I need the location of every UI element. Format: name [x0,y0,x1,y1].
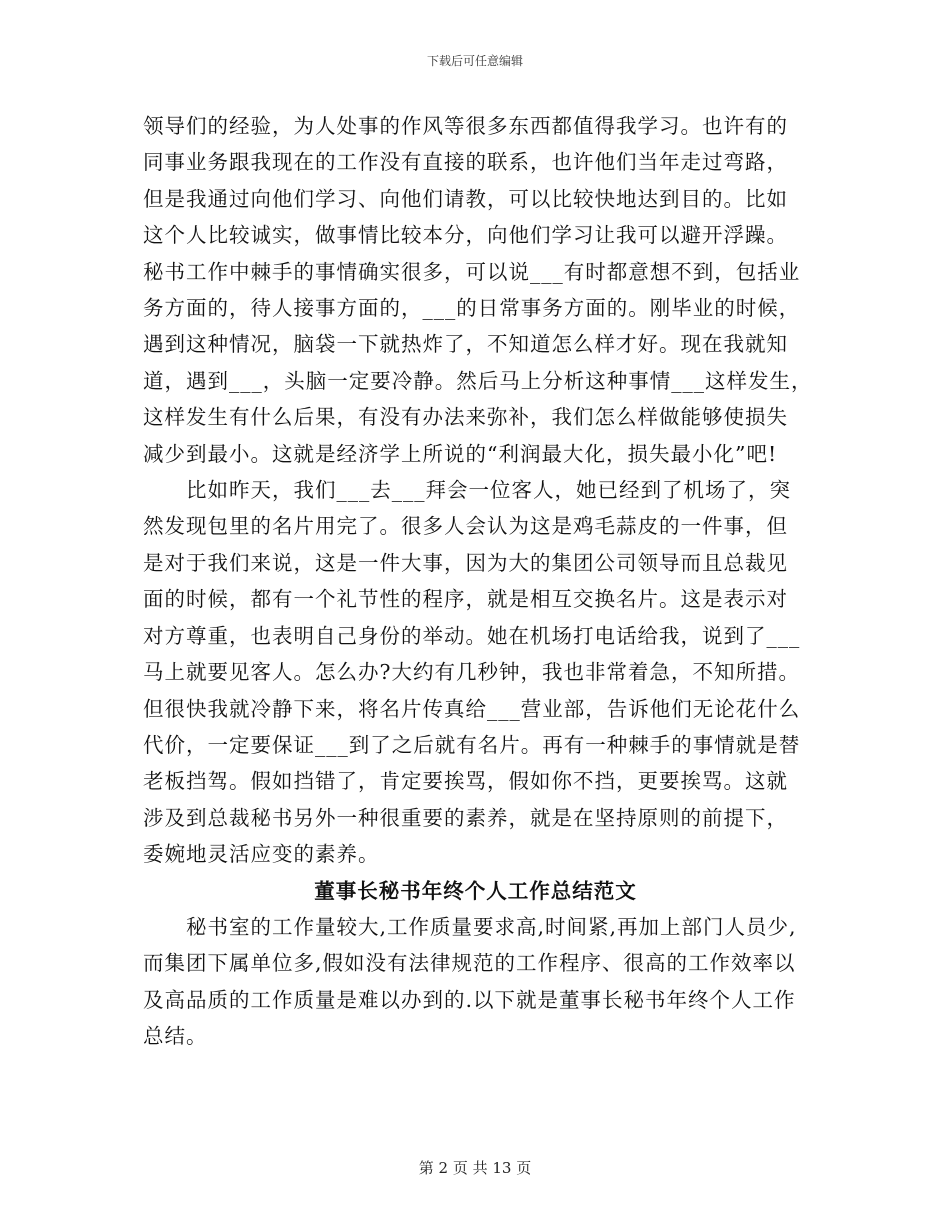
text-line: 但是我通过向他们学习、向他们请教，可以比较快地达到目的。比如 [143,186,788,211]
text-line: 领导们的经验，为人处事的作风等很多东西都值得我学习。也许有的 [143,114,788,138]
text-line: 比如昨天，我们___去___拜会一位客人，她已经到了机场了，突 [143,478,791,503]
text-line: 面的时候，都有一个礼节性的程序，就是相互交换名片。这是表示对 [143,587,788,612]
section-title: 董事长秘书年终个人工作总结范文 [314,878,637,903]
text-line: 务方面的，待人接事方面的，___的日常事务方面的。刚毕业的时候， [143,296,801,321]
text-line: 秘书工作中棘手的事情确实很多，可以说___有时都意想不到，包括业 [143,259,801,284]
text-line: 及高品质的工作质量是难以办到的.以下就是董事长秘书年终个人工作 [143,987,796,1012]
text-line: 代价，一定要保证___到了之后就有名片。再有一种棘手的事情就是替 [143,732,801,757]
text-line: 总结。 [143,1024,208,1049]
paragraph-1 [143,108,813,472]
page-header: 下载后可任意编辑 [426,54,523,68]
section-paragraph [143,909,808,1055]
page-footer: 第 2 页 共 13 页 [418,1159,532,1177]
text-line: 老板挡驾。假如挡错了，肯定要挨骂，假如你不挡，更要挨骂。这就 [143,769,788,794]
text-line: 这样发生有什么后果，有没有办法来弥补，我们怎么样做能够使损失 [143,405,788,430]
text-line: 马上就要见客人。怎么办?大约有几秒钟，我也非常着急，不知所措。 [143,660,800,685]
text-line: 然发现包里的名片用完了。很多人会认为这是鸡毛蒜皮的一件事，但 [143,514,788,539]
text-line: 遇到这种情况，脑袋一下就热炸了，不知道怎么样才好。现在我就知 [143,332,788,357]
text-line: 但很快我就冷静下来，将名片传真给___营业部，告诉他们无论花什么 [143,696,801,721]
paragraph-2 [143,472,808,872]
text-line: 委婉地灵活应变的素养。 [143,842,380,867]
text-line: 涉及到总裁秘书另外一种很重要的素养，就是在坚持原则的前提下， [143,805,788,830]
text-line: 这个人比较诚实，做事情比较本分，向他们学习让我可以避开浮躁。 [143,223,788,248]
text-line: 而集团下属单位多,假如没有法律规范的工作程序、很高的工作效率以 [143,951,796,976]
text-line: 同事业务跟我现在的工作没有直接的联系，也许他们当年走过弯路， [143,150,788,175]
text-line: 道，遇到___，头脑一定要冷静。然后马上分析这种事情___这样发生， [143,368,813,393]
text-line: 对方尊重，也表明自己身份的举动。她在机场打电话给我，说到了___ [143,623,801,648]
document-body [143,108,813,1055]
text-line: 秘书室的工作量较大,工作质量要求高,时间紧,再加上部门人员少, [143,914,797,939]
text-line: 是对于我们来说，这是一件大事，因为大的集团公司领导而且总裁见 [143,550,788,575]
text-line: 减少到最小。这就是经济学上所说的“利润最大化，损失最小化”吧! [143,441,778,466]
